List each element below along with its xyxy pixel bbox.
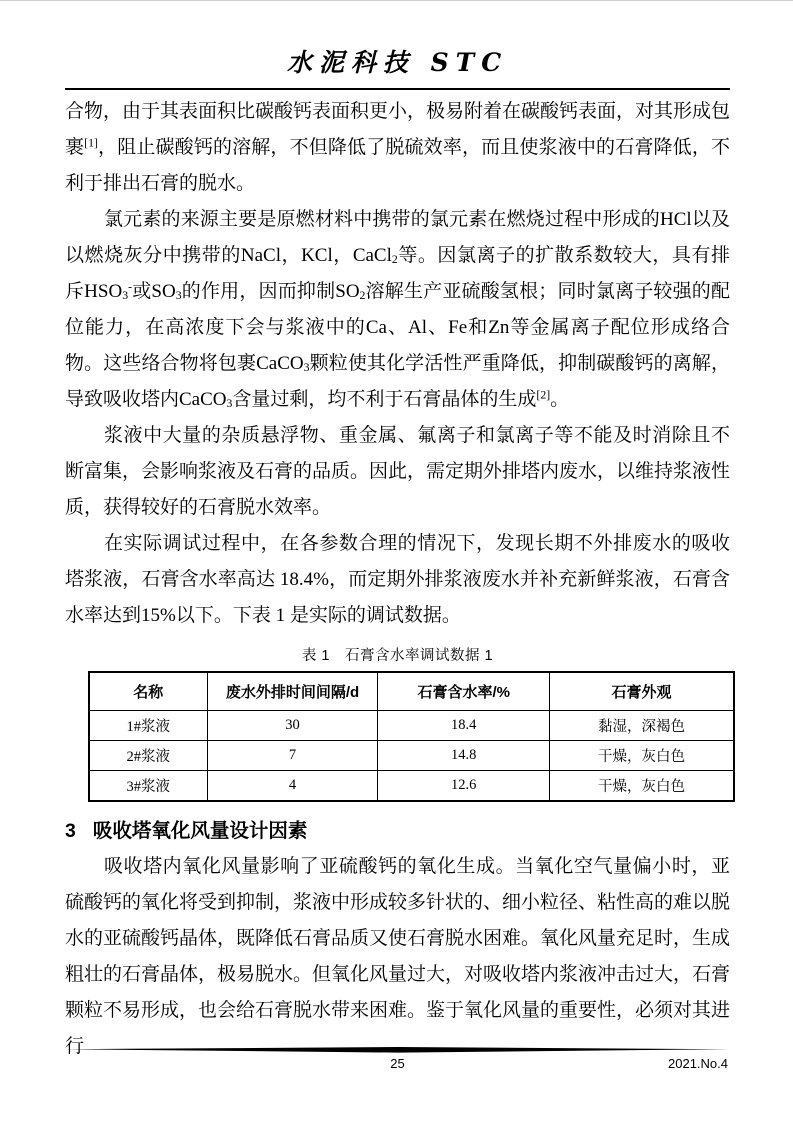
table-cell: 1#浆液 [89,711,207,741]
journal-header [65,1,730,79]
page-number: 25 [390,1056,405,1071]
data-table [88,671,735,802]
table-cell: 14.8 [378,741,550,771]
paragraph-2: 氯元素的来源主要是原燃材料中携带的氯元素在燃烧过程中形成的HCl以及以燃烧灰分中携带的NaCl，KCl，CaCl$_2$等。因氯离子的扩散系数较大，具有排斥$HSO_3^-$或$SO_3$的作用，因而抑制$SO_2$溶解生产亚硫酸氢根；同时氯离子较强的配位能力，在高浓度下会与浆液中的Ca、Al、Fe和Zn等金属离子配位形成络合物。这些络合物将包裹CaCO$_3$颗粒使其化学活性严重降低，抑制碳酸钙的离解，导致吸收塔内CaCO$_3$含量过剩，均不利于石膏晶体的生成[2]。 [65,209,730,411]
table-caption: 表 1 石膏含水率调试数据 1 [301,648,494,664]
table-cell: 干燥，灰白色 [550,771,734,802]
issue-label: 2021.No.4 [668,1056,728,1071]
table-cell: 2#浆液 [89,741,207,771]
page-body [65,94,730,1065]
table-row [89,741,734,771]
paragraph-1: 合物，由于其表面积比碳酸钙表面积更小，极易附着在碳酸钙表面，对其形成包裹[1]，阻止碳酸钙的溶解，不但降低了脱硫效率，而且使浆液中的石膏降低，不利于排出石膏的脱水。 [65,101,731,194]
table-row [89,711,734,741]
paragraph-3: 浆液中大量的杂质悬浮物、重金属、氟离子和氯离子等不能及时消除且不断富集，会影响浆液及石膏的品质。因此，需定期外排塔内废水，以维持浆液性质，获得较好的石膏脱水效率。 [65,425,731,518]
table-cell: 12.6 [378,771,550,802]
table-cell: 干燥，灰白色 [550,741,734,771]
table-cell: 4 [207,771,378,802]
section-title: 吸收塔氧化风量设计因素 [92,820,308,842]
paragraph-4: 在实际调试过程中，在各参数合理的情况下，发现长期不外排废水的吸收塔浆液，石膏含水率高达 18.4%，而定期外排浆液废水并补充新鲜浆液，石膏含水率达到15%以下。下表 1 是实际的调试数据。 [65,533,730,626]
column-header-interval: 废水外排时间间隔/d [207,672,378,711]
section-number: 3 [65,820,76,842]
column-header-name: 名称 [89,672,207,711]
header-divider [65,88,730,90]
table-cell: 7 [207,741,378,771]
footer-meta [65,1056,730,1074]
table-header-row [89,672,734,711]
table-cell: 黏湿，深褐色 [550,711,734,741]
footer-rule [65,1047,730,1053]
table-body [89,711,734,802]
journal-title: 水泥科技 STC [286,48,509,77]
table-cell: 18.4 [378,711,550,741]
section-heading [65,815,730,843]
page-footer [65,1047,730,1074]
table-cell: 3#浆液 [89,771,207,802]
table-cell: 30 [207,711,378,741]
column-header-appearance: 石膏外观 [550,672,734,711]
table-row [89,771,734,802]
section-paragraph-1: 吸收塔内氧化风量影响了亚硫酸钙的氧化生成。当氧化空气量偏小时，亚硫酸钙的氧化将受到抑制，浆液中形成较多针状的、细小粒径、粘性高的难以脱水的亚硫酸钙晶体，既降低石膏品质又使石膏脱水困难。氧化风量充足时，生成粗壮的石膏晶体，极易脱水。但氧化风量过大，对吸收塔内浆液冲击过大，石膏颗粒不易形成，也会给石膏脱水带来困难。鉴于氧化风量的重要性，必须对其进行 [65,856,731,1057]
column-header-moisture: 石膏含水率/% [378,672,550,711]
